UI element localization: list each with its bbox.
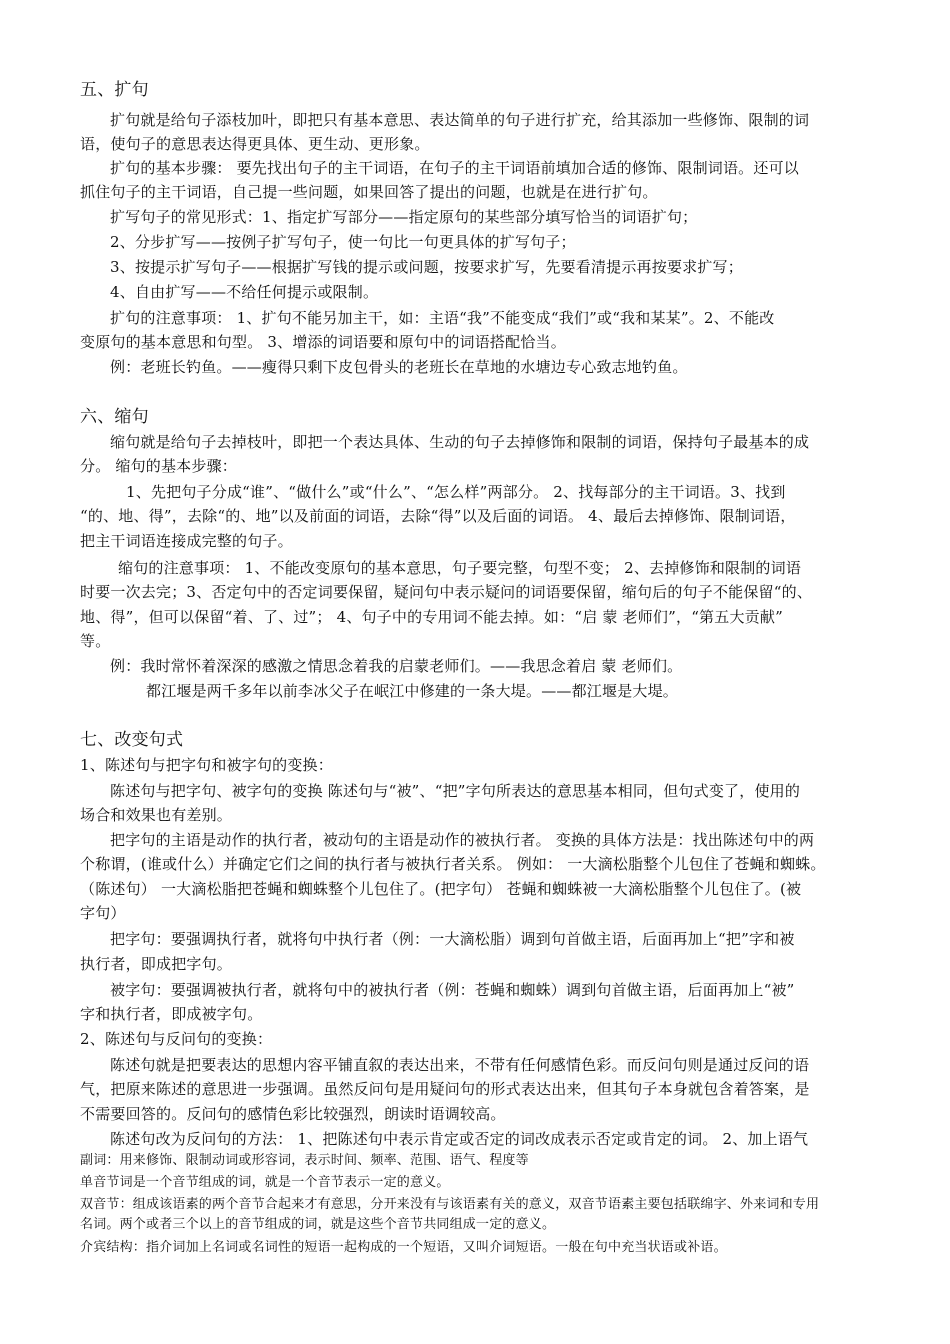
- paragraph-line: 字和执行者，即成被字句。: [80, 1005, 263, 1023]
- paragraph-line: 扩句就是给句子添枝加叶，即把只有基本意思、表达简单的句子进行扩充，给其添加一些修饰、限制的词: [110, 111, 810, 129]
- paragraph-line: 缩句就是给句子去掉枝叶，即把一个表达具体、生动的句子去掉修饰和限制的词语，保持句子最基本的成: [110, 433, 810, 451]
- paragraph-line: 执行者，即成把字句。: [80, 955, 233, 973]
- paragraph-line: 扩写句子的常见形式：1、指定扩写部分——指定原句的某些部分填写恰当的词语扩句；: [110, 208, 698, 226]
- paragraph-line: 1、先把句子分成“谁”、“做什么”或“什么”、“怎么样”两部分。 2、找每部分的主干词语。3、找到: [126, 483, 786, 501]
- paragraph-line: 陈述句改为反问句的方法： 1、把陈述句中表示肯定或否定的词改成表示否定或肯定的词。 2、加上语气: [110, 1130, 809, 1148]
- paragraph-line: 语，使句子的意思表达得更具体、更生动、更形象。: [80, 135, 430, 153]
- footnote-line: 介宾结构：指介词加上名词或名词性的短语一起构成的一个短语，又叫介词短语。一般在句中充当状语或补语。: [80, 1240, 727, 1255]
- paragraph-line: 例：我时常怀着深深的感激之情思念着我的启蒙老师们。——我思念着启 蒙 老师们。: [110, 657, 683, 675]
- paragraph-line: （陈述句） 一大滴松脂把苍蝇和蜘蛛整个儿包住了。(把字句） 苍蝇和蜘蛛被一大滴松脂整个儿包住了。(被: [80, 880, 802, 898]
- section-heading: 六、缩句: [80, 407, 149, 427]
- footnote-line: 副词：用来修饰、限制动词或形容词，表示时间、频率、范围、语气、程度等: [80, 1153, 529, 1168]
- paragraph-line: 3、按提示扩写句子——根据扩写钱的提示或问题，按要求扩写，先要看清提示再按要求扩写；: [110, 258, 743, 276]
- paragraph-line: 变原句的基本意思和句型。 3、增添的词语要和原句中的词语搭配恰当。: [80, 333, 566, 351]
- paragraph-line: 陈述句与把字句、被字句的变换 陈述句与“被”、“把”字句所表达的意思基本相同，但句式变了，使用的: [110, 782, 801, 800]
- footnote-line: 单音节词是一个音节组成的词，就是一个音节表示一定的意义。: [80, 1175, 450, 1190]
- paragraph-line: 场合和效果也有差别。: [80, 806, 233, 824]
- paragraph-line: 被字句：要强调被执行者，就将句中的被执行者（例：苍蝇和蜘蛛）调到句首做主语，后面再加上“被”: [110, 981, 795, 999]
- paragraph-line: 个称谓，(谁或什么）并确定它们之间的执行者与被执行者关系。 例如： 一大滴松脂整个儿包住了苍蝇和蜘蛛。: [80, 855, 826, 873]
- paragraph-line: 2、陈述句与反问句的变换：: [80, 1030, 273, 1048]
- paragraph-line: “的、地、得”，去除“的、地”以及前面的词语，去除“得”以及后面的词语。 4、最后去掉修饰、限制词语，: [80, 507, 796, 525]
- paragraph-line: 不需要回答的。反问句的感情色彩比较强烈，朗读时语调较高。: [80, 1105, 506, 1123]
- paragraph-line: 把字句：要强调执行者，就将句中执行者（例：一大滴松脂）调到句首做主语，后面再加上“把”字和被: [110, 930, 795, 948]
- paragraph-line: 扩句的注意事项： 1、扩句不能另加主干，如：主语“我”不能变成“我们”或“我和某某”。2、不能改: [110, 309, 775, 327]
- paragraph-line: 陈述句就是把要表达的思想内容平铺直叙的表达出来，不带有任何感情色彩。而反问句则是通过反问的语: [110, 1056, 810, 1074]
- section-heading: 五、扩句: [80, 80, 149, 100]
- paragraph-line: 字句）: [80, 904, 126, 922]
- paragraph-line: 2、分步扩写——按例子扩写句子，使一句比一句更具体的扩写句子；: [110, 233, 576, 251]
- paragraph-line: 例：老班长钓鱼。——瘦得只剩下皮包骨头的老班长在草地的水塘边专心致志地钓鱼。: [110, 358, 688, 376]
- paragraph-line: 缩句的注意事项： 1、不能改变原句的基本意思，句子要完整，句型不变； 2、去掉修饰和限制的词语: [118, 559, 802, 577]
- paragraph-line: 扩句的基本步骤： 要先找出句子的主干词语，在句子的主干词语前填加合适的修饰、限制词语。还可以: [110, 159, 799, 177]
- section-heading: 七、改变句式: [80, 730, 184, 750]
- paragraph-line: 时要一次去完；3、否定句中的否定词要保留，疑问句中表示疑问的词语要保留，缩句后的句子不能保留“的、: [80, 583, 813, 601]
- footnote-line: 双音节：组成该语素的两个音节合起来才有意思，分开来没有与该语素有关的意义，双音节语素主要包括联绵字、外来词和专用: [80, 1197, 820, 1212]
- paragraph-line: 等。: [80, 632, 111, 650]
- paragraph-line: 气，把原来陈述的意思进一步强调。虽然反问句是用疑问句的形式表达出来，但其句子本身就包含着答案，是: [80, 1080, 810, 1098]
- paragraph-line: 地、得”，但可以保留“着、了、过”； 4、句子中的专用词不能去掉。如：“启 蒙 老师们”，“第五大贡献”: [80, 608, 783, 626]
- paragraph-line: 都江堰是两千多年以前李冰父子在岷江中修建的一条大堤。——都江堰是大堤。: [146, 682, 679, 700]
- paragraph-line: 把主干词语连接成完整的句子。: [80, 532, 293, 550]
- paragraph-line: 1、陈述句与把字句和被字句的变换：: [80, 756, 333, 774]
- paragraph-line: 把字句的主语是动作的执行者，被动句的主语是动作的被执行者。 变换的具体方法是：找出陈述句中的两: [110, 831, 815, 849]
- paragraph-line: 4、自由扩写——不给任何提示或限制。: [110, 283, 379, 301]
- paragraph-line: 分。 缩句的基本步骤：: [80, 457, 237, 475]
- paragraph-line: 抓住句子的主干词语，自己提一些问题，如果回答了提出的问题，也就是在进行扩句。: [80, 183, 658, 201]
- footnote-line: 名词。两个或者三个以上的音节组成的词，就是这些个音节共同组成一定的意义。: [80, 1217, 556, 1232]
